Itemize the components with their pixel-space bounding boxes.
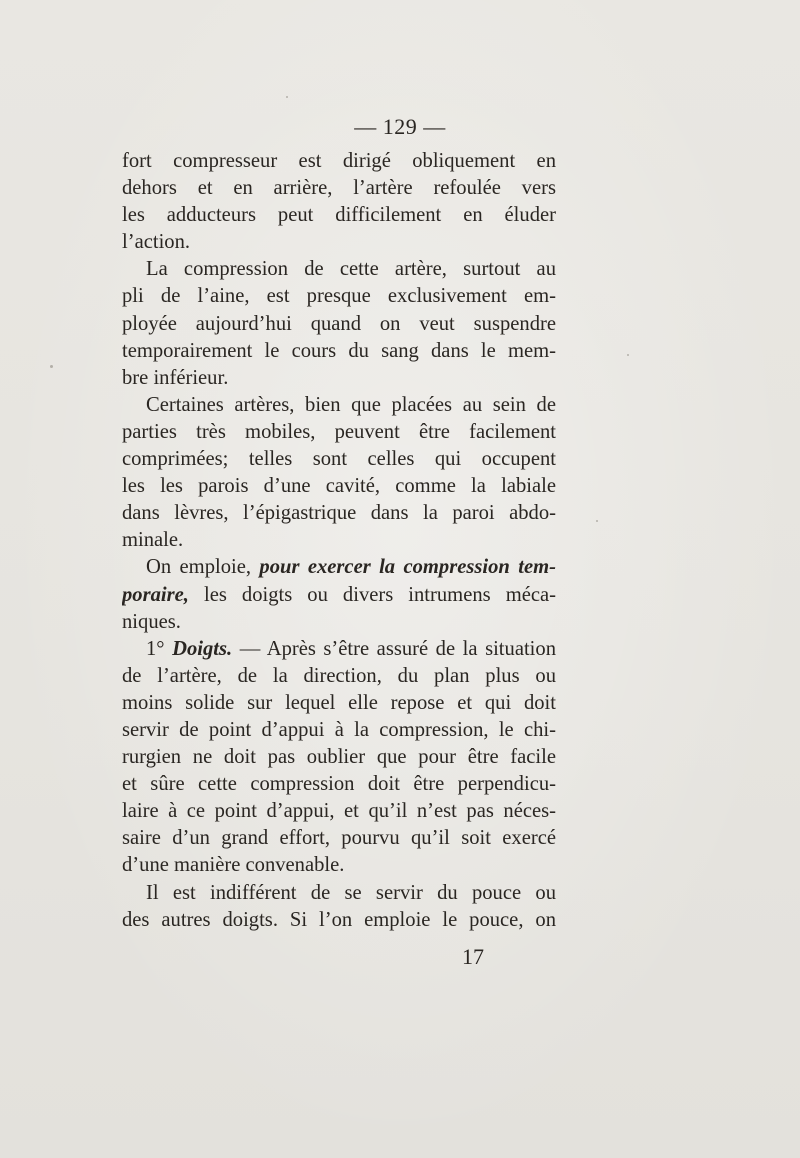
text-line: saire d’un grand effort, pourvu qu’il soit exercé bbox=[122, 827, 556, 850]
text-line: La compression de cette artère, surtout au bbox=[146, 258, 556, 281]
text-fragment: — Après s’être assuré de la situation bbox=[232, 637, 556, 660]
text-line bbox=[122, 582, 556, 609]
text-line: et sûre cette compression doit être perpendicu- bbox=[122, 773, 556, 796]
text-line: pli de l’aine, est presque exclusivement em- bbox=[122, 285, 556, 308]
body-text bbox=[122, 148, 556, 934]
text-fragment: les doigts ou divers intrumens méca- bbox=[203, 583, 556, 606]
text-line: l’action. bbox=[122, 231, 191, 254]
text-line: les les parois d’une cavité, comme la labiale bbox=[122, 475, 556, 498]
text-line: niques. bbox=[122, 610, 181, 633]
ink-speck bbox=[50, 365, 53, 368]
text-line: servir de point d’appui à la compression, le chi- bbox=[122, 718, 556, 741]
ink-speck bbox=[596, 520, 598, 522]
ink-speck bbox=[627, 354, 629, 356]
text-line: Il est indifférent de se servir du pouce ou bbox=[146, 881, 556, 904]
text-line: comprimées; telles sont celles qui occupent bbox=[122, 448, 556, 471]
text-line: Certaines artères, bien que placées au sein de bbox=[146, 393, 556, 416]
text-line: d’une manière convenable. bbox=[122, 854, 345, 877]
text-line: bre inférieur. bbox=[122, 366, 229, 389]
text-line: de l’artère, de la direction, du plan plus ou bbox=[122, 664, 556, 687]
text-line: des autres doigts. Si l’on emploie le pouce, on bbox=[122, 908, 556, 931]
italic-phrase: pour exercer la compression tem- bbox=[259, 556, 556, 579]
text-line bbox=[122, 554, 556, 581]
section-heading: Doigts. bbox=[172, 637, 233, 660]
ink-speck bbox=[286, 96, 288, 98]
text-line: ployée aujourd’hui quand on veut suspendre bbox=[122, 312, 556, 335]
text-line: dans lèvres, l’épigastrique dans la paroi abdo- bbox=[122, 502, 556, 525]
section-number: 1° bbox=[146, 637, 173, 660]
text-line: parties très mobiles, peuvent être facilement bbox=[122, 420, 556, 443]
text-line: rurgien ne doit pas oublier que pour être facile bbox=[122, 746, 556, 769]
text-line: moins solide sur lequel elle repose et qui doit bbox=[122, 691, 556, 714]
text-line: laire à ce point d’appui, et qu’il n’est pas néces- bbox=[122, 800, 556, 823]
text-line: dehors et en arrière, l’artère refoulée vers bbox=[122, 177, 556, 200]
italic-phrase: poraire, bbox=[122, 583, 189, 606]
text-fragment: On emploie, bbox=[146, 556, 252, 579]
text-line: fort compresseur est dirigé obliquement en bbox=[122, 150, 556, 172]
page-number: — 129 — bbox=[354, 114, 446, 139]
text-line: temporairement le cours du sang dans le mem- bbox=[122, 339, 556, 362]
signature-mark: 17 bbox=[462, 944, 484, 969]
text-line: minale. bbox=[122, 529, 184, 552]
text-line: les adducteurs peut difficilement en éluder bbox=[122, 204, 556, 227]
text-line bbox=[122, 636, 556, 663]
